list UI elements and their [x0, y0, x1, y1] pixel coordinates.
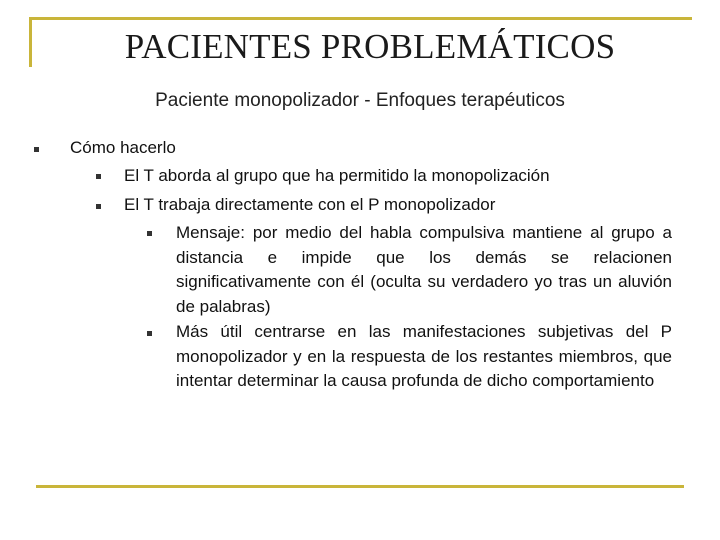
bottom-border-rule: [36, 485, 684, 488]
bullet-level2-icon: [96, 174, 101, 179]
level2-item: El T aborda al grupo que ha permitido la monopolización: [124, 166, 550, 185]
top-border-rule: [29, 17, 692, 20]
bullet-level2-icon: [96, 204, 101, 209]
level3-item: Más útil centrarse en las manifestaciones subjetivas del P monopolizador y en la respuesta de los restantes miembros, que intentar determinar la causa profunda de dicho comportamiento: [176, 322, 672, 391]
slide-subtitle: Paciente monopolizador - Enfoques terapéuticos: [155, 90, 565, 111]
level2-item: El T trabaja directamente con el P monopolizador: [124, 195, 496, 214]
bullet-level3-icon: [147, 331, 152, 336]
bullet-level3-icon: [147, 231, 152, 236]
slide-title: PACIENTES PROBLEMÁTICOS: [124, 27, 616, 66]
level3-item: Mensaje: por medio del habla compulsiva mantiene al grupo a distancia e impide que los demás se relacionen significativamente con él (oculta su verdadero yo tras un aluvión de palabras): [176, 223, 672, 316]
bullet-level1-icon: [34, 147, 39, 152]
left-border-rule: [29, 17, 32, 67]
level1-item: Cómo hacerlo: [70, 138, 176, 157]
